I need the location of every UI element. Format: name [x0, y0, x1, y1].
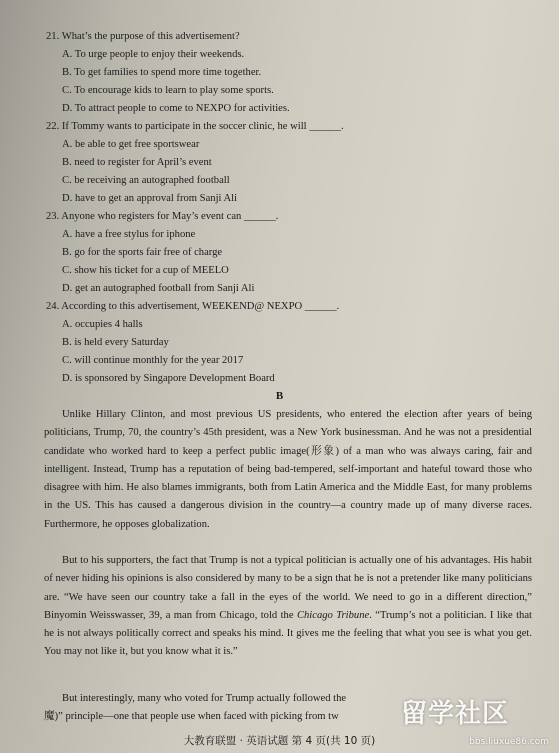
question-24-option-a: A. occupies 4 halls: [62, 319, 143, 330]
section-b-label: B: [275, 390, 284, 402]
question-24-stem: 24. According to this advertisement, WEEKEND@ NEXPO ______.: [46, 301, 340, 312]
question-24-option-b: B. is held every Saturday: [62, 337, 169, 348]
question-21-option-b: B. To get families to spend more time together.: [62, 67, 262, 78]
passage-paragraph-3-text-b: 魔)” principle—one that people use when faced with picking from tw: [44, 711, 339, 723]
passage-paragraph-2-text-b: . “Trump’s not a politician. I like that he is not always politically correct and speaks his mind. It gives me the feeling that what you see is what you get. You may not like it, but you know what it is.”: [44, 609, 532, 658]
passage-paragraph-1-text: Unlike Hillary Clinton, and most previous US presidents, who entered the election after years of being politicians, Trump, 70, the country’s 45th president, was a New York businessman. And he was not a presidential candidate who worked hard to keep a perfect public image(形象) of a man who was always caring, fair and intelligent. Instead, Trump has a reputation of being bad-tempered, self-important and hateful toward those who disagree with him. He also blames immigrants, both from Latin America and the Middle East, for many problems in the US. This has caused a dangerous division in the country—a country made up of many diverse races. Furthermore, he opposes globalization.: [44, 409, 532, 530]
question-22-option-b: B. need to register for April’s event: [62, 157, 212, 168]
page-footer: 大教育联盟 · 英语试题 第 4 页(共 10 页): [183, 735, 376, 747]
question-23-stem: 23. Anyone who registers for May’s event can ______.: [46, 211, 279, 222]
question-23-option-b: B. go for the sports fair free of charge: [62, 247, 223, 258]
question-23-option-d: D. get an autographed football from Sanji Ali: [62, 283, 255, 294]
question-22-option-d: D. have to get an approval from Sanji Ali: [62, 193, 238, 204]
question-21-option-a: A. To urge people to enjoy their weekends.: [62, 49, 245, 60]
question-23-option-a: A. have a free stylus for iphone: [62, 229, 196, 240]
site-watermark-logo: 留学社区: [401, 699, 510, 729]
newspaper-name: Chicago Tribune: [296, 609, 370, 621]
question-24-option-c: C. will continue monthly for the year 2017: [62, 355, 244, 366]
question-21-option-c: C. To encourage kids to learn to play some sports.: [62, 85, 274, 96]
question-23-option-c: C. show his ticket for a cup of MEELO: [62, 265, 229, 276]
passage-paragraph-3-text-a: But interestingly, many who voted for Trump actually followed the: [62, 693, 347, 704]
question-22-stem: 22. If Tommy wants to participate in the soccer clinic, he will ______.: [46, 121, 344, 132]
passage-paragraph-2: [44, 552, 532, 662]
passage-paragraph-2-text-a: But to his supporters, the fact that Trump is not a typical politician is actually one of his advantages. His habit of never hiding his opinions is also considered by many to be a sign that he is not a pretender like many politicians are. “We have seen our country take a fall in the eyes of the world. We need to go in a different direction,” Binyomin Weisswasser, 39, a man from Chicago, told the: [44, 555, 532, 621]
question-21-stem: 21. What’s the purpose of this advertisement?: [46, 31, 240, 42]
question-24-option-d: D. is sponsored by Singapore Development Board: [62, 373, 275, 384]
passage-paragraph-1: [44, 406, 532, 534]
question-22-option-a: A. be able to get free sportswear: [62, 139, 200, 150]
site-watermark-url: bbs.liuxue86.com: [469, 737, 549, 747]
question-21-option-d: D. To attract people to come to NEXPO for activities.: [62, 103, 290, 114]
question-22-option-c: C. be receiving an autographed football: [62, 175, 230, 186]
